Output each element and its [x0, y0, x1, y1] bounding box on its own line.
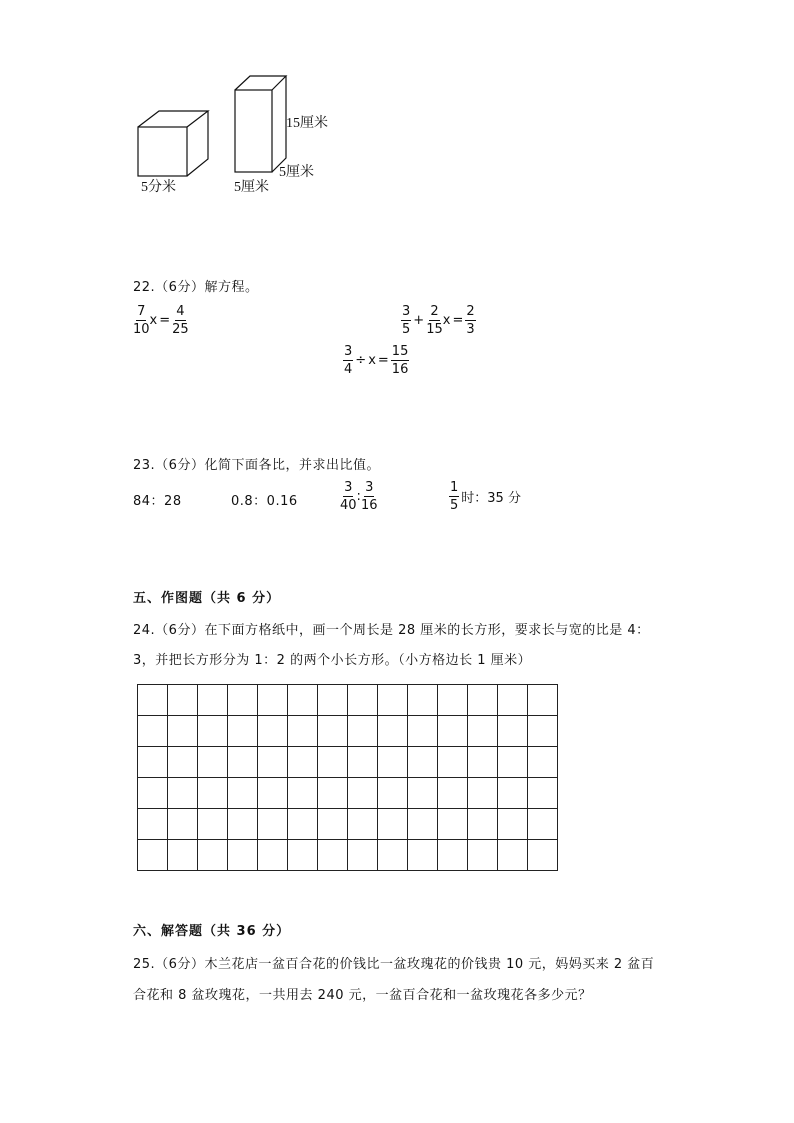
grid-cell[interactable] [168, 716, 198, 747]
grid-cell[interactable] [228, 685, 258, 716]
grid-cell[interactable] [468, 809, 498, 840]
grid-cell[interactable] [198, 716, 228, 747]
grid-cell[interactable] [288, 840, 318, 871]
grid-cell[interactable] [498, 778, 528, 809]
q24-line-2: 3，并把长方形分为 1：2 的两个小长方形。（小方格边长 1 厘米） [133, 653, 532, 668]
grid-cell[interactable] [468, 778, 498, 809]
grid-cell[interactable] [378, 685, 408, 716]
equals-sign: = [377, 353, 389, 368]
grid-cell[interactable] [228, 716, 258, 747]
grid-cell[interactable] [498, 716, 528, 747]
fraction: $\frac{4}{25}$ [172, 304, 189, 337]
grid-cell[interactable] [408, 716, 438, 747]
grid-cell[interactable] [138, 747, 168, 778]
grid-cell[interactable] [138, 716, 168, 747]
grid-cell[interactable] [348, 685, 378, 716]
q23-ratio-2: 0.8：0.16 [231, 494, 298, 509]
grid-cell[interactable] [198, 840, 228, 871]
grid-cell[interactable] [228, 778, 258, 809]
grid-cell[interactable] [318, 685, 348, 716]
grid-cell[interactable] [438, 685, 468, 716]
grid-cell[interactable] [468, 747, 498, 778]
equals-sign: = [159, 313, 171, 328]
plus-sign: + [413, 313, 425, 328]
equals-sign: = [452, 313, 464, 328]
grid-cell[interactable] [408, 685, 438, 716]
grid-cell[interactable] [348, 778, 378, 809]
grid-cell[interactable] [348, 809, 378, 840]
fraction: $\frac{2}{15}$ [426, 304, 443, 337]
q22-title: 22.（6分）解方程。 [133, 280, 259, 295]
prism-height-label: 15厘米 [286, 116, 328, 131]
fraction: $\frac{1}{5}$ [450, 480, 459, 513]
section-6-heading: 六、解答题（共 36 分） [133, 924, 291, 939]
grid-cell[interactable] [198, 778, 228, 809]
grid-cell[interactable] [288, 685, 318, 716]
grid-cell[interactable] [528, 778, 558, 809]
grid-cell[interactable] [288, 747, 318, 778]
grid-cell[interactable] [318, 809, 348, 840]
grid-cell[interactable] [198, 747, 228, 778]
fraction: $\frac{3}{40}$ [340, 480, 357, 513]
q22-equation-1 [133, 305, 189, 336]
q22-equation-3 [343, 345, 409, 376]
grid-paper[interactable] [137, 684, 558, 871]
q25-line-1: 25.（6分）木兰花店一盆百合花的价钱比一盆玫瑰花的价钱贵 10 元，妈妈买来 2 盆百 [133, 957, 655, 972]
grid-cell[interactable] [198, 685, 228, 716]
grid-cell[interactable] [168, 747, 198, 778]
grid-cell[interactable] [438, 809, 468, 840]
prism-depth-label: 5厘米 [279, 165, 314, 180]
grid-cell[interactable] [258, 778, 288, 809]
grid-cell[interactable] [138, 840, 168, 871]
grid-cell[interactable] [498, 685, 528, 716]
fraction: $\frac{3}{4}$ [344, 344, 353, 377]
grid-cell[interactable] [468, 840, 498, 871]
grid-cell[interactable] [258, 716, 288, 747]
cube-figure [130, 105, 220, 180]
ratio-tail: 时：35 分 [461, 491, 521, 506]
divide-sign: ÷ [355, 353, 367, 368]
grid-cell[interactable] [438, 716, 468, 747]
grid-cell[interactable] [438, 840, 468, 871]
q23-ratio-1: 84：28 [133, 494, 182, 509]
grid-cell[interactable] [528, 716, 558, 747]
grid-cell[interactable] [498, 747, 528, 778]
grid-cell[interactable] [168, 685, 198, 716]
fraction: $\frac{3}{5}$ [402, 304, 411, 337]
grid-cell[interactable] [138, 778, 168, 809]
grid-cell[interactable] [168, 809, 198, 840]
grid-cell[interactable] [528, 840, 558, 871]
grid-cell[interactable] [378, 716, 408, 747]
grid-cell[interactable] [318, 778, 348, 809]
ratio-colon: : [356, 489, 361, 504]
grid-cell[interactable] [468, 685, 498, 716]
grid-cell[interactable] [528, 685, 558, 716]
section-5-heading: 五、作图题（共 6 分） [133, 591, 281, 606]
grid-cell[interactable] [228, 747, 258, 778]
grid-cell[interactable] [408, 809, 438, 840]
grid-cell[interactable] [318, 840, 348, 871]
q25-line-2: 合花和 8 盆玫瑰花，一共用去 240 元，一盆百合花和一盆玫瑰花各多少元？ [133, 988, 592, 1003]
variable: x [442, 313, 451, 328]
grid-cell[interactable] [258, 840, 288, 871]
fraction: $\frac{15}{16}$ [391, 344, 409, 377]
grid-cell[interactable] [258, 685, 288, 716]
grid-cell[interactable] [438, 747, 468, 778]
grid-cell[interactable] [258, 747, 288, 778]
grid-cell[interactable] [408, 747, 438, 778]
grid-cell[interactable] [288, 778, 318, 809]
grid-cell[interactable] [408, 840, 438, 871]
grid-cell[interactable] [168, 840, 198, 871]
grid-cell[interactable] [378, 747, 408, 778]
grid-cell[interactable] [348, 716, 378, 747]
grid-cell[interactable] [318, 716, 348, 747]
q22-equation-2 [401, 305, 476, 336]
grid-cell[interactable] [378, 778, 408, 809]
grid-cell[interactable] [528, 747, 558, 778]
prism-width-label: 5厘米 [234, 180, 269, 195]
grid-cell[interactable] [468, 716, 498, 747]
grid-cell[interactable] [408, 778, 438, 809]
grid-cell[interactable] [138, 809, 168, 840]
grid-cell[interactable] [168, 778, 198, 809]
grid-cell[interactable] [348, 840, 378, 871]
q23-title: 23.（6分）化简下面各比，并求出比值。 [133, 458, 380, 473]
grid-cell[interactable] [198, 809, 228, 840]
grid-cell[interactable] [378, 840, 408, 871]
q23-ratio-4 [449, 481, 521, 512]
grid-cell[interactable] [378, 809, 408, 840]
grid-cell[interactable] [498, 809, 528, 840]
grid-cell[interactable] [288, 809, 318, 840]
cube-edge-label: 5分米 [141, 180, 176, 195]
grid-cell[interactable] [528, 809, 558, 840]
grid-cell[interactable] [138, 685, 168, 716]
grid-cell[interactable] [318, 747, 348, 778]
variable: x [368, 353, 376, 368]
grid-cell[interactable] [498, 840, 528, 871]
q23-ratio-3 [340, 481, 377, 512]
fraction: $\frac{7}{10}$ [133, 304, 150, 337]
fraction: $\frac{3}{16}$ [360, 480, 378, 513]
grid-cell[interactable] [228, 840, 258, 871]
grid-cell[interactable] [258, 809, 288, 840]
grid-cell[interactable] [288, 716, 318, 747]
variable: x [149, 313, 158, 328]
grid-cell[interactable] [228, 809, 258, 840]
q24-line-1: 24.（6分）在下面方格纸中，画一个周长是 28 厘米的长方形，要求长与宽的比是 4： [133, 623, 650, 638]
grid-cell[interactable] [348, 747, 378, 778]
grid-cell[interactable] [438, 778, 468, 809]
fraction: $\frac{2}{3}$ [466, 304, 475, 337]
